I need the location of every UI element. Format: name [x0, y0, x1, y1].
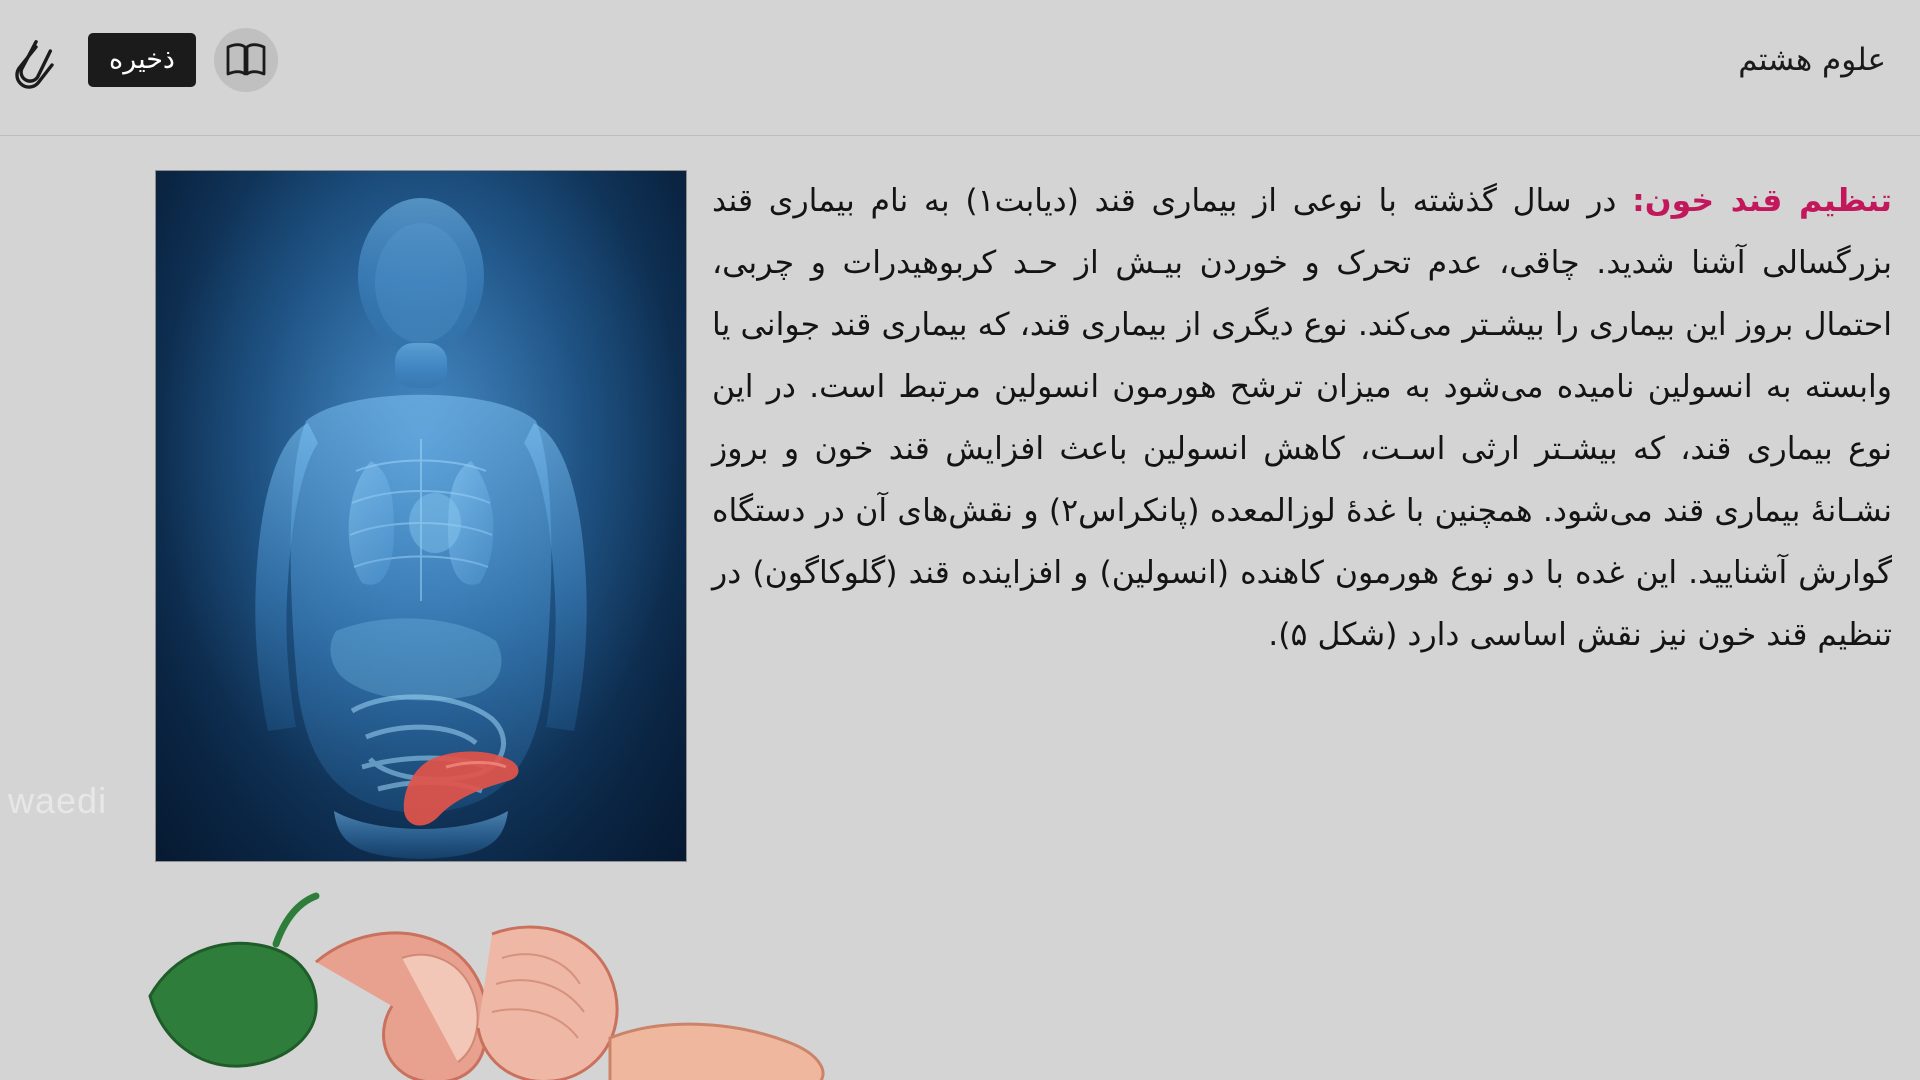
- figure-human-body: [155, 170, 687, 862]
- book-open-icon[interactable]: [214, 28, 278, 92]
- paperclip-icon[interactable]: [10, 33, 66, 95]
- section-lead-label: تنظیم قند خون:: [1632, 183, 1892, 219]
- page-title: علوم هشتم: [1738, 42, 1886, 78]
- save-button[interactable]: ذخیره: [88, 33, 196, 87]
- body-text-column: [712, 170, 1892, 666]
- document-content: [0, 136, 1920, 1080]
- watermark-label: waedi: [8, 780, 108, 821]
- figure-pancreas-detail: [140, 888, 840, 1080]
- body-paragraph: در سال گذشته با نوعی از بیماری قند (دیابت۱) به نام بیماری قند بزرگسالی آشنا شدید. چاقی، عدم تحرک و خوردن بیـش از حـد کربوهیدرات و چربی، احتمال بروز این بیماری را بیشـتر می‌کند. نوع دیگری از بیماری قند، که بیماری قند جوانی یا وابسته به انسولین نامیده می‌شود به میزان ترشح هورمون انسولین مرتبط است. در این نوع بیماری قند، که بیشـتر ارثی اسـت، کاهش انسولین باعث افزایش قند خون و بروز نشـانهٔ بیماری قند می‌شود. همچنین با غدهٔ لوزالمعده (پانکراس۲) و نقش‌های آن در دستگاه گوارش آشنایید. این غده با دو نوع هورمون کاهنده (انسولین) و افزاینده قند (گلوکاگون) در تنظیم قند خون نیز نقش اساسی دارد (شکل ۵).: [712, 183, 1893, 654]
- top-toolbar: [0, 0, 1920, 136]
